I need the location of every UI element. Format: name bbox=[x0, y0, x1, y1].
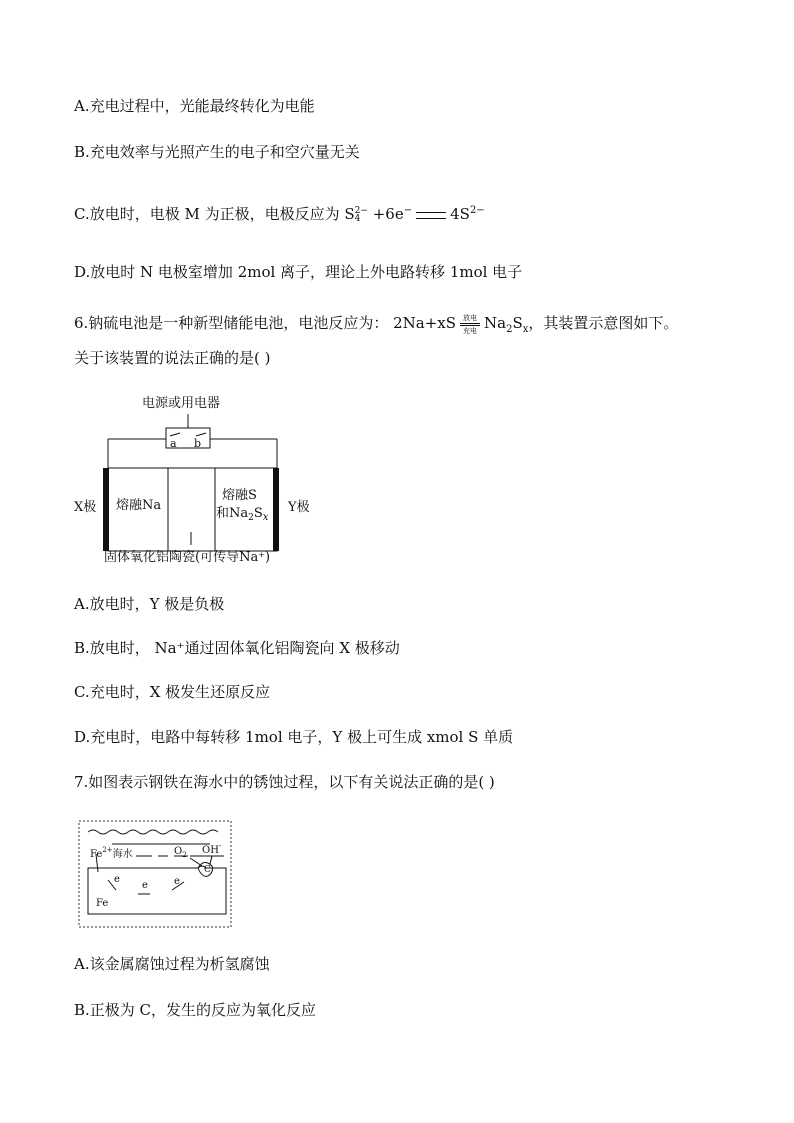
terminal-b: b bbox=[194, 437, 202, 450]
sodium-sulfur-battery-diagram bbox=[74, 392, 334, 572]
eq-s: S bbox=[344, 205, 355, 223]
electron-label-3: e bbox=[174, 876, 180, 887]
q7-option-a: A.该金属腐蚀过程为析氢腐蚀 bbox=[74, 955, 270, 973]
q6-eq-sub1: 2 bbox=[506, 324, 513, 335]
x-electrode-label: X极 bbox=[74, 500, 97, 515]
arrow-charge-label: 充电 bbox=[463, 326, 478, 335]
fe2-charge: 2+ bbox=[102, 846, 113, 854]
carbon-label: C bbox=[204, 865, 211, 875]
equals-sign bbox=[416, 212, 446, 219]
eq-product-charge: 2− bbox=[469, 205, 485, 216]
electron-label-2: e bbox=[142, 880, 148, 891]
q7-stem: 7.如图表示钢铁在海水中的锈蚀过程，以下有关说法正确的是( ) bbox=[74, 773, 495, 791]
oh-text: OH bbox=[202, 845, 219, 856]
q6-stem-text: 6.钠硫电池是一种新型储能电池，电池反应为： bbox=[74, 314, 389, 332]
steel-corrosion-diagram bbox=[78, 820, 232, 928]
iron-label: Fe bbox=[96, 898, 109, 909]
ceramic-label: 固体氧化铝陶瓷(可传导Na⁺) bbox=[104, 550, 271, 565]
q5-option-b: B.充电效率与光照产生的电子和空穴量无关 bbox=[74, 143, 360, 161]
na2sx-s: S bbox=[253, 506, 263, 521]
q6-stem-suffix: ，其装置示意图如下。 bbox=[528, 314, 679, 332]
terminal-a: a bbox=[170, 437, 177, 450]
battery-schematic bbox=[74, 392, 334, 572]
y-electrode-label: Y极 bbox=[288, 500, 310, 515]
o2-sub: 2 bbox=[182, 851, 187, 859]
na2sx-label bbox=[216, 506, 268, 526]
q6-option-c: C.充电时，X 极发生还原反应 bbox=[74, 683, 271, 701]
q6-eq-left: 2Na+xS bbox=[393, 314, 457, 332]
na2sx-prefix: 和Na bbox=[216, 506, 249, 521]
q6-option-b: B.放电时， Na⁺通过固体氧化铝陶瓷向 X 极移动 bbox=[74, 639, 400, 657]
oh-charge: - bbox=[218, 842, 222, 850]
na2sx-sub: 2 bbox=[248, 513, 254, 523]
q6-stem-line1 bbox=[74, 313, 678, 340]
fe2-ion-label bbox=[90, 842, 133, 863]
q5-option-a: A.充电过程中，光能最终转化为电能 bbox=[74, 97, 315, 115]
q6-eq-sub2: x bbox=[522, 324, 529, 335]
arrow-discharge-label: 放电 bbox=[463, 313, 478, 322]
eq-electron: +6e bbox=[367, 205, 404, 223]
molten-na-label: 熔融Na bbox=[116, 498, 162, 513]
eq-s-charge: 2− bbox=[354, 206, 368, 216]
eq-electron-charge: − bbox=[403, 205, 413, 216]
na2sx-x: x bbox=[262, 512, 269, 523]
o2-label bbox=[174, 844, 187, 863]
electron-label-1: e bbox=[114, 874, 120, 885]
q6-option-d: D.充电时，电路中每转移 1mol 电子，Y 极上可生成 xmol S 单质 bbox=[74, 728, 514, 746]
q6-eq-right: Na bbox=[484, 314, 507, 332]
power-source-label: 电源或用电器 bbox=[142, 396, 221, 411]
o2-text: O bbox=[174, 846, 183, 857]
eq-product: 4S bbox=[450, 205, 470, 223]
q6-option-a: A.放电时，Y 极是负极 bbox=[74, 595, 225, 613]
molten-s-label: 熔融S bbox=[222, 488, 257, 503]
eq-s-count: 4 bbox=[354, 214, 361, 224]
oh-label bbox=[202, 838, 221, 859]
q6-eq-s: S bbox=[512, 314, 523, 332]
q5-option-c-text: C.放电时，电极 M 为正极，电极反应为 bbox=[74, 205, 345, 223]
q5-option-d: D.放电时 N 电极室增加 2mol 离子，理论上外电路转移 1mol 电子 bbox=[74, 263, 523, 281]
reversible-arrow bbox=[460, 314, 480, 335]
fe2-text: Fe bbox=[90, 849, 103, 860]
q7-option-b: B.正极为 C，发生的反应为氧化反应 bbox=[74, 1001, 317, 1019]
q5-option-c bbox=[74, 201, 485, 224]
q6-stem-line2: 关于该装置的说法正确的是( ) bbox=[74, 349, 271, 367]
seawater-label: 海水 bbox=[112, 849, 133, 860]
